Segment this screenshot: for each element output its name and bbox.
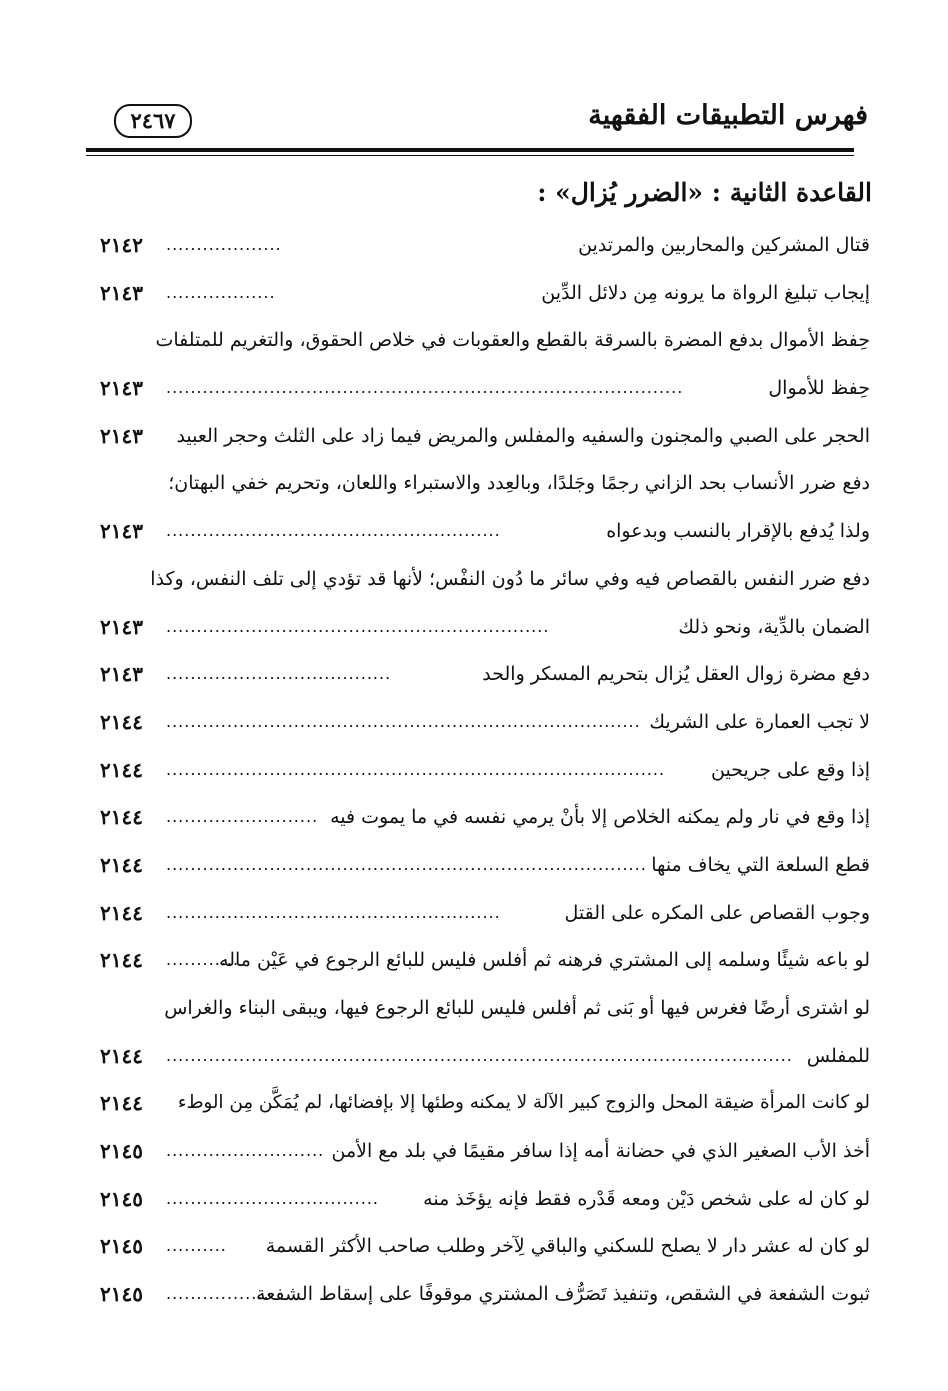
index-entry [100, 651, 870, 699]
entry-text: أخذ الأب الصغير الذي في حضانة أمه إذا سافر مقيمًا في بلد مع الأمن [331, 1140, 870, 1163]
entry-text: الحجر على الصبي والمجنون والسفيه والمفلس والمريض فيما زاد على الثلث وحجر العبيد [176, 424, 870, 447]
entry-text: لو كان له على شخص دَيْن ومعه قَدْره فقط فإنه يؤخَذ منه [423, 1187, 870, 1210]
entry-text: ثبوت الشفعة في الشقص، وتنفيذ تَصَرُّف المشتري موقوفًا على إسقاط الشفعة [256, 1283, 870, 1306]
index-entry [100, 1223, 870, 1271]
entry-text: لو باعه شيئًا وسلمه إلى المشتري فرهنه ثم أفلس فليس للبائع الرجوع في عَيْن ماله [219, 949, 870, 972]
index-entry [100, 699, 870, 747]
entry-leader-dots: ................................... [166, 1188, 380, 1208]
page-header [86, 96, 868, 148]
entry-leader-dots: .................................................................................. [166, 759, 666, 779]
index-entry [100, 556, 870, 604]
entry-page-number: ٢١٤٣ [100, 614, 143, 639]
index-entry [100, 413, 870, 461]
entry-text: لو اشترى أرضًا فغرس فيها أو بَنى ثم أفلس فليس للبائع الرجوع فيها، ويبقى البناء والغراس [164, 997, 870, 1019]
entry-page-number: ٢١٤٥ [100, 1139, 143, 1164]
entry-leader-dots: .......................... [166, 1141, 325, 1161]
entry-page-number: ٢١٤٣ [100, 662, 143, 687]
entry-page-number: ٢١٤٣ [100, 376, 143, 401]
entry-text: دفع ضرر النفس بالقصاص فيه وفي سائر ما دُون النفْس؛ لأنها قد تؤدي إلى تلف النفس، وكذا [150, 567, 870, 590]
entry-text: إذا وقع على جريحين [711, 758, 870, 781]
entry-leader-dots: ............................................................... [166, 616, 550, 636]
entry-text: لو كانت المرأة ضيقة المحل والزوج كبير الآلة لا يمكنه وطئها إلا بإفضائها، لم يُمَكَّن مِن الوطء [177, 1092, 870, 1114]
entry-page-number: ٢١٤٤ [100, 757, 143, 782]
entry-text: إيجاب تبليغ الرواة ما يرونه مِن دلائل الدِّين [541, 281, 870, 304]
entry-page-number: ٢١٤٤ [100, 1043, 143, 1068]
entry-page-number: ٢١٤٣ [100, 280, 143, 305]
entry-leader-dots: ..................................................................................... [166, 378, 684, 398]
index-entry [100, 890, 870, 938]
entry-leader-dots: .......... [166, 1236, 227, 1256]
running-title: فهرس التطبيقات الفقهية [588, 100, 868, 131]
index-entry [100, 317, 870, 365]
entry-page-number: ٢١٤٤ [100, 900, 143, 925]
index-entry [100, 985, 870, 1033]
index-entry [100, 460, 870, 508]
entry-text: حِفظ للأموال [768, 377, 870, 400]
index-entry [100, 270, 870, 318]
entry-leader-dots: ............ [166, 950, 240, 970]
index-entries [100, 222, 870, 1319]
entry-text: ولذا يُدفع بالإقرار بالنسب وبدعواه [606, 520, 870, 543]
index-entry [100, 1080, 870, 1128]
entry-leader-dots: ............................................................................... [166, 854, 647, 874]
entry-leader-dots: ....................................................................................................... [166, 1045, 793, 1065]
entry-page-number: ٢١٤٤ [100, 948, 143, 973]
index-entry [100, 365, 870, 413]
index-entry [100, 937, 870, 985]
entry-page-number: ٢١٤٢ [100, 233, 143, 257]
entry-text: الضمان بالدِّية، ونحو ذلك [678, 615, 870, 638]
entry-text: لا تجب العمارة على الشريك [649, 710, 870, 733]
index-entry [100, 222, 870, 270]
entry-page-number: ٢١٤٤ [100, 1091, 143, 1116]
index-entry [100, 747, 870, 795]
entry-leader-dots: ..................................... [166, 664, 392, 684]
index-entry [100, 794, 870, 842]
index-entry [100, 604, 870, 652]
index-entry [100, 508, 870, 556]
page-number-badge: ٢٤٦٧ [114, 104, 192, 138]
section-heading: القاعدة الثانية : «الضرر يُزال» : [537, 178, 872, 207]
entry-leader-dots: ................... [166, 235, 282, 254]
entry-page-number: ٢١٤٣ [100, 519, 143, 544]
entry-text: للمفلس [806, 1044, 870, 1067]
entry-page-number: ٢١٤٥ [100, 1234, 143, 1259]
entry-page-number: ٢١٤٤ [100, 709, 143, 734]
entry-leader-dots: ......................... [166, 807, 319, 827]
entry-text: حِفظ الأموال بدفع المضرة بالسرقة بالقطع والعقوبات في خلاص الحقوق، والتغريم للمتلفات [155, 329, 870, 352]
index-entry [100, 1033, 870, 1081]
entry-leader-dots: ....................................................... [166, 902, 501, 922]
entry-text: دفع ضرر الأنساب بحد الزاني رجمًا وجَلدًا، وبالعِدد والاستبراء واللعان، وتحريم خفي البهتان؛ [168, 472, 870, 495]
entry-page-number: ٢١٤٥ [100, 1282, 143, 1307]
entry-page-number: ٢١٤٤ [100, 805, 143, 830]
index-entry [100, 1271, 870, 1319]
header-rule-thin [86, 155, 854, 156]
entry-page-number: ٢١٤٥ [100, 1186, 143, 1211]
entry-leader-dots: .................. [166, 282, 276, 302]
entry-text: قطع السلعة التي يخاف منها [651, 853, 870, 876]
entry-page-number: ٢١٤٣ [100, 423, 143, 448]
entry-text: قتال المشركين والمحاربين والمرتدين [578, 234, 870, 256]
entry-text: لو كان له عشر دار لا يصلح للسكني والباقي لِآخر وطلب صاحب الأكثر القسمة [265, 1235, 870, 1258]
entry-page-number: ٢١٤٤ [100, 852, 143, 877]
entry-text: إذا وقع في نار ولم يمكنه الخلاص إلا بأنْ يرمي نفسه في ما يموت فيه [330, 806, 870, 829]
entry-leader-dots: ....................................................... [166, 521, 501, 541]
index-entry [100, 842, 870, 890]
index-entry [100, 1128, 870, 1176]
index-entry [100, 1176, 870, 1224]
header-rule-thick [86, 148, 854, 152]
entry-leader-dots: .............................................................................. [166, 711, 641, 731]
entry-text: وجوب القصاص على المكره على القتل [564, 901, 870, 924]
entry-text: دفع مضرة زوال العقل يُزال بتحريم المسكر والحد [482, 663, 870, 686]
entry-leader-dots: ................. [166, 1284, 270, 1304]
